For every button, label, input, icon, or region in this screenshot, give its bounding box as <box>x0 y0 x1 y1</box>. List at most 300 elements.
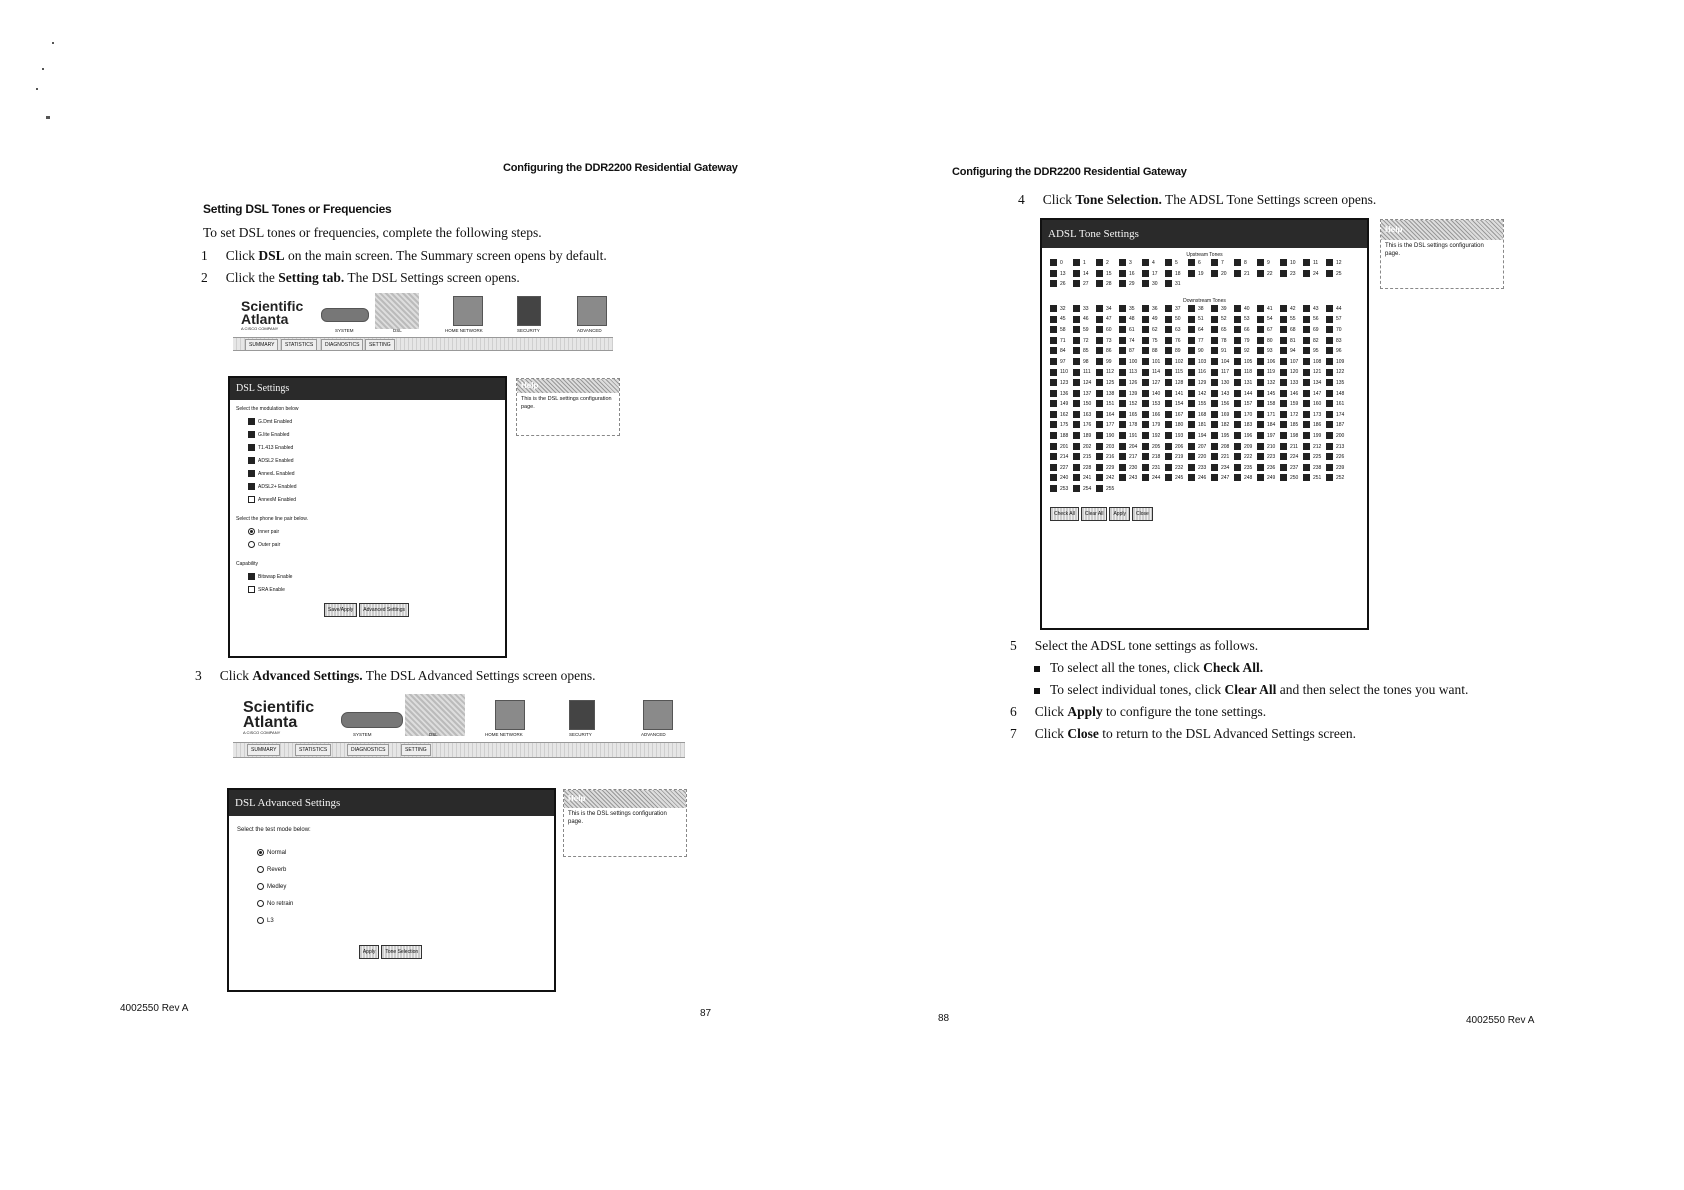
tone-checkbox-129[interactable]: 129 <box>1188 378 1211 389</box>
tone-checkbox-182[interactable]: 182 <box>1211 420 1234 431</box>
tone-checkbox-37[interactable]: 37 <box>1165 304 1188 315</box>
tone-checkbox-254[interactable]: 254 <box>1073 484 1096 495</box>
tone-checkbox-106[interactable]: 106 <box>1257 357 1280 368</box>
tone-checkbox-154[interactable]: 154 <box>1165 399 1188 410</box>
tone-checkbox-11[interactable]: 11 <box>1303 258 1326 269</box>
apply-button[interactable]: Apply <box>359 945 380 959</box>
check-all-button[interactable]: Check All <box>1050 507 1079 521</box>
tone-checkbox-44[interactable]: 44 <box>1326 304 1349 315</box>
tone-checkbox-120[interactable]: 120 <box>1280 367 1303 378</box>
tone-checkbox-29[interactable]: 29 <box>1119 279 1142 290</box>
bitswap-checkbox[interactable]: Bitswap Enable <box>248 571 499 584</box>
tone-checkbox-186[interactable]: 186 <box>1303 420 1326 431</box>
tone-checkbox-43[interactable]: 43 <box>1303 304 1326 315</box>
tone-checkbox-52[interactable]: 52 <box>1211 314 1234 325</box>
tone-checkbox-5[interactable]: 5 <box>1165 258 1188 269</box>
tone-checkbox-173[interactable]: 173 <box>1303 410 1326 421</box>
tone-checkbox-14[interactable]: 14 <box>1073 269 1096 280</box>
tone-checkbox-123[interactable]: 123 <box>1050 378 1073 389</box>
tone-checkbox-35[interactable]: 35 <box>1119 304 1142 315</box>
checkbox-icon <box>1280 347 1287 354</box>
tone-checkbox-204[interactable]: 204 <box>1119 442 1142 453</box>
tone-checkbox-95[interactable]: 95 <box>1303 346 1326 357</box>
tone-checkbox-18[interactable]: 18 <box>1165 269 1188 280</box>
tone-checkbox-218[interactable]: 218 <box>1142 452 1165 463</box>
radio-normal[interactable]: Normal <box>257 845 546 862</box>
tone-checkbox-195[interactable]: 195 <box>1211 431 1234 442</box>
tone-checkbox-53[interactable]: 53 <box>1234 314 1257 325</box>
tone-checkbox-107[interactable]: 107 <box>1280 357 1303 368</box>
tone-checkbox-210[interactable]: 210 <box>1257 442 1280 453</box>
tone-checkbox-181[interactable]: 181 <box>1188 420 1211 431</box>
tone-checkbox-149[interactable]: 149 <box>1050 399 1073 410</box>
tone-checkbox-79[interactable]: 79 <box>1234 336 1257 347</box>
tone-checkbox-68[interactable]: 68 <box>1280 325 1303 336</box>
tab-diagnostics[interactable]: DIAGNOSTICS <box>321 339 363 351</box>
tone-checkbox-175[interactable]: 175 <box>1050 420 1073 431</box>
tone-checkbox-78[interactable]: 78 <box>1211 336 1234 347</box>
tone-checkbox-205[interactable]: 205 <box>1142 442 1165 453</box>
tone-checkbox-49[interactable]: 49 <box>1142 314 1165 325</box>
tone-checkbox-82[interactable]: 82 <box>1303 336 1326 347</box>
tone-checkbox-128[interactable]: 128 <box>1165 378 1188 389</box>
tone-checkbox-28[interactable]: 28 <box>1096 279 1119 290</box>
radio-reverb[interactable]: Reverb <box>257 862 546 879</box>
tone-checkbox-233[interactable]: 233 <box>1188 463 1211 474</box>
tone-checkbox-75[interactable]: 75 <box>1142 336 1165 347</box>
tone-checkbox-9[interactable]: 9 <box>1257 258 1280 269</box>
tone-checkbox-184[interactable]: 184 <box>1257 420 1280 431</box>
security-icon[interactable] <box>569 700 595 730</box>
tone-checkbox-247[interactable]: 247 <box>1211 473 1234 484</box>
tone-checkbox-250[interactable]: 250 <box>1280 473 1303 484</box>
tone-checkbox-192[interactable]: 192 <box>1142 431 1165 442</box>
tone-checkbox-13[interactable]: 13 <box>1050 269 1073 280</box>
apply-button[interactable]: Apply <box>1109 507 1130 521</box>
tone-checkbox-161[interactable]: 161 <box>1326 399 1349 410</box>
close-button[interactable]: Close <box>1132 507 1153 521</box>
system-icon[interactable] <box>341 712 403 728</box>
tone-checkbox-201[interactable]: 201 <box>1050 442 1073 453</box>
tone-checkbox-56[interactable]: 56 <box>1303 314 1326 325</box>
tone-checkbox-32[interactable]: 32 <box>1050 304 1073 315</box>
modulation-gdmt[interactable]: G.Dmt Enabled <box>248 416 499 429</box>
tone-checkbox-105[interactable]: 105 <box>1234 357 1257 368</box>
tone-checkbox-25[interactable]: 25 <box>1326 269 1349 280</box>
tone-checkbox-57[interactable]: 57 <box>1326 314 1349 325</box>
tone-checkbox-159[interactable]: 159 <box>1280 399 1303 410</box>
modulation-annexm[interactable]: AnnexM Enabled <box>248 494 499 507</box>
tone-checkbox-227[interactable]: 227 <box>1050 463 1073 474</box>
tone-checkbox-150[interactable]: 150 <box>1073 399 1096 410</box>
tone-checkbox-100[interactable]: 100 <box>1119 357 1142 368</box>
tone-checkbox-71[interactable]: 71 <box>1050 336 1073 347</box>
tone-checkbox-72[interactable]: 72 <box>1073 336 1096 347</box>
tone-checkbox-169[interactable]: 169 <box>1211 410 1234 421</box>
tone-checkbox-113[interactable]: 113 <box>1119 367 1142 378</box>
tone-checkbox-219[interactable]: 219 <box>1165 452 1188 463</box>
tone-checkbox-248[interactable]: 248 <box>1234 473 1257 484</box>
advanced-icon[interactable] <box>643 700 673 730</box>
tab-diagnostics[interactable]: DIAGNOSTICS <box>347 744 389 756</box>
tone-checkbox-39[interactable]: 39 <box>1211 304 1234 315</box>
tone-checkbox-211[interactable]: 211 <box>1280 442 1303 453</box>
tone-checkbox-194[interactable]: 194 <box>1188 431 1211 442</box>
tone-checkbox-183[interactable]: 183 <box>1234 420 1257 431</box>
tone-checkbox-216[interactable]: 216 <box>1096 452 1119 463</box>
modulation-adsl2[interactable]: ADSL2 Enabled <box>248 455 499 468</box>
tone-checkbox-132[interactable]: 132 <box>1257 378 1280 389</box>
tone-checkbox-62[interactable]: 62 <box>1142 325 1165 336</box>
tone-checkbox-54[interactable]: 54 <box>1257 314 1280 325</box>
tone-checkbox-63[interactable]: 63 <box>1165 325 1188 336</box>
tone-checkbox-93[interactable]: 93 <box>1257 346 1280 357</box>
tone-checkbox-118[interactable]: 118 <box>1234 367 1257 378</box>
tone-checkbox-125[interactable]: 125 <box>1096 378 1119 389</box>
tone-checkbox-188[interactable]: 188 <box>1050 431 1073 442</box>
tone-checkbox-221[interactable]: 221 <box>1211 452 1234 463</box>
tone-checkbox-51[interactable]: 51 <box>1188 314 1211 325</box>
clear-all-button[interactable]: Clear All <box>1081 507 1108 521</box>
radio-outer-pair[interactable]: Outer pair <box>248 539 499 552</box>
tone-checkbox-4[interactable]: 4 <box>1142 258 1165 269</box>
tone-checkbox-220[interactable]: 220 <box>1188 452 1211 463</box>
tone-checkbox-55[interactable]: 55 <box>1280 314 1303 325</box>
tone-checkbox-26[interactable]: 26 <box>1050 279 1073 290</box>
tab-statistics[interactable]: STATISTICS <box>281 339 317 351</box>
tone-checkbox-30[interactable]: 30 <box>1142 279 1165 290</box>
tone-checkbox-23[interactable]: 23 <box>1280 269 1303 280</box>
tone-checkbox-1[interactable]: 1 <box>1073 258 1096 269</box>
tone-checkbox-144[interactable]: 144 <box>1234 389 1257 400</box>
tone-checkbox-167[interactable]: 167 <box>1165 410 1188 421</box>
tone-checkbox-90[interactable]: 90 <box>1188 346 1211 357</box>
tone-checkbox-17[interactable]: 17 <box>1142 269 1165 280</box>
tone-checkbox-33[interactable]: 33 <box>1073 304 1096 315</box>
tone-checkbox-86[interactable]: 86 <box>1096 346 1119 357</box>
home-network-icon[interactable] <box>453 296 483 326</box>
tone-checkbox-94[interactable]: 94 <box>1280 346 1303 357</box>
tone-checkbox-163[interactable]: 163 <box>1073 410 1096 421</box>
tone-checkbox-176[interactable]: 176 <box>1073 420 1096 431</box>
tone-checkbox-168[interactable]: 168 <box>1188 410 1211 421</box>
modulation-annexl[interactable]: AnnexL Enabled <box>248 468 499 481</box>
tone-checkbox-73[interactable]: 73 <box>1096 336 1119 347</box>
tone-checkbox-156[interactable]: 156 <box>1211 399 1234 410</box>
tone-checkbox-45[interactable]: 45 <box>1050 314 1073 325</box>
tone-checkbox-155[interactable]: 155 <box>1188 399 1211 410</box>
tone-checkbox-232[interactable]: 232 <box>1165 463 1188 474</box>
tone-checkbox-2[interactable]: 2 <box>1096 258 1119 269</box>
tone-checkbox-104[interactable]: 104 <box>1211 357 1234 368</box>
tone-checkbox-77[interactable]: 77 <box>1188 336 1211 347</box>
tone-checkbox-199[interactable]: 199 <box>1303 431 1326 442</box>
tone-checkbox-109[interactable]: 109 <box>1326 357 1349 368</box>
tone-checkbox-137[interactable]: 137 <box>1073 389 1096 400</box>
tone-checkbox-115[interactable]: 115 <box>1165 367 1188 378</box>
tone-checkbox-231[interactable]: 231 <box>1142 463 1165 474</box>
tone-checkbox-110[interactable]: 110 <box>1050 367 1073 378</box>
tone-checkbox-151[interactable]: 151 <box>1096 399 1119 410</box>
modulation-t1413[interactable]: T1.413 Enabled <box>248 442 499 455</box>
tone-checkbox-46[interactable]: 46 <box>1073 314 1096 325</box>
advanced-icon[interactable] <box>577 296 607 326</box>
modulation-adsl2plus[interactable]: ADSL2+ Enabled <box>248 481 499 494</box>
tab-setting[interactable]: SETTING <box>365 339 395 351</box>
tone-checkbox-88[interactable]: 88 <box>1142 346 1165 357</box>
tone-checkbox-213[interactable]: 213 <box>1326 442 1349 453</box>
tone-checkbox-238[interactable]: 238 <box>1303 463 1326 474</box>
tone-checkbox-244[interactable]: 244 <box>1142 473 1165 484</box>
tone-checkbox-200[interactable]: 200 <box>1326 431 1349 442</box>
tone-checkbox-130[interactable]: 130 <box>1211 378 1234 389</box>
tone-checkbox-202[interactable]: 202 <box>1073 442 1096 453</box>
tone-checkbox-70[interactable]: 70 <box>1326 325 1349 336</box>
modulation-glite[interactable]: G.lite Enabled <box>248 429 499 442</box>
tone-checkbox-80[interactable]: 80 <box>1257 336 1280 347</box>
tone-checkbox-117[interactable]: 117 <box>1211 367 1234 378</box>
radio-no-retrain[interactable]: No retrain <box>257 896 546 913</box>
tone-checkbox-103[interactable]: 103 <box>1188 357 1211 368</box>
tone-checkbox-174[interactable]: 174 <box>1326 410 1349 421</box>
tone-checkbox-0[interactable]: 0 <box>1050 258 1073 269</box>
tone-checkbox-83[interactable]: 83 <box>1326 336 1349 347</box>
tab-statistics[interactable]: STATISTICS <box>295 744 331 756</box>
tone-checkbox-214[interactable]: 214 <box>1050 452 1073 463</box>
tone-checkbox-81[interactable]: 81 <box>1280 336 1303 347</box>
tone-checkbox-111[interactable]: 111 <box>1073 367 1096 378</box>
tone-checkbox-108[interactable]: 108 <box>1303 357 1326 368</box>
save-apply-button[interactable]: Save/Apply <box>324 603 357 617</box>
tone-checkbox-31[interactable]: 31 <box>1165 279 1188 290</box>
radio-inner-pair[interactable]: Inner pair <box>248 526 499 539</box>
tone-checkbox-222[interactable]: 222 <box>1234 452 1257 463</box>
tone-checkbox-99[interactable]: 99 <box>1096 357 1119 368</box>
system-icon[interactable] <box>321 308 369 322</box>
tone-checkbox-8[interactable]: 8 <box>1234 258 1257 269</box>
tone-checkbox-165[interactable]: 165 <box>1119 410 1142 421</box>
tone-checkbox-223[interactable]: 223 <box>1257 452 1280 463</box>
tone-checkbox-241[interactable]: 241 <box>1073 473 1096 484</box>
tone-checkbox-10[interactable]: 10 <box>1280 258 1303 269</box>
tone-checkbox-124[interactable]: 124 <box>1073 378 1096 389</box>
tone-checkbox-122[interactable]: 122 <box>1326 367 1349 378</box>
sra-checkbox[interactable]: SRA Enable <box>248 584 499 597</box>
tone-checkbox-85[interactable]: 85 <box>1073 346 1096 357</box>
tone-checkbox-146[interactable]: 146 <box>1280 389 1303 400</box>
tone-checkbox-139[interactable]: 139 <box>1119 389 1142 400</box>
tone-checkbox-24[interactable]: 24 <box>1303 269 1326 280</box>
tone-checkbox-59[interactable]: 59 <box>1073 325 1096 336</box>
tone-checkbox-172[interactable]: 172 <box>1280 410 1303 421</box>
tone-checkbox-89[interactable]: 89 <box>1165 346 1188 357</box>
tone-checkbox-66[interactable]: 66 <box>1234 325 1257 336</box>
tone-checkbox-131[interactable]: 131 <box>1234 378 1257 389</box>
tone-checkbox-102[interactable]: 102 <box>1165 357 1188 368</box>
tone-checkbox-249[interactable]: 249 <box>1257 473 1280 484</box>
tone-checkbox-119[interactable]: 119 <box>1257 367 1280 378</box>
tone-checkbox-197[interactable]: 197 <box>1257 431 1280 442</box>
tone-checkbox-229[interactable]: 229 <box>1096 463 1119 474</box>
tone-checkbox-228[interactable]: 228 <box>1073 463 1096 474</box>
tone-checkbox-126[interactable]: 126 <box>1119 378 1142 389</box>
tone-checkbox-67[interactable]: 67 <box>1257 325 1280 336</box>
tone-checkbox-208[interactable]: 208 <box>1211 442 1234 453</box>
tone-checkbox-191[interactable]: 191 <box>1119 431 1142 442</box>
tone-checkbox-22[interactable]: 22 <box>1257 269 1280 280</box>
tone-checkbox-38[interactable]: 38 <box>1188 304 1211 315</box>
tone-checkbox-164[interactable]: 164 <box>1096 410 1119 421</box>
tone-checkbox-65[interactable]: 65 <box>1211 325 1234 336</box>
tone-checkbox-148[interactable]: 148 <box>1326 389 1349 400</box>
tone-checkbox-225[interactable]: 225 <box>1303 452 1326 463</box>
tone-checkbox-20[interactable]: 20 <box>1211 269 1234 280</box>
tone-checkbox-170[interactable]: 170 <box>1234 410 1257 421</box>
tone-checkbox-15[interactable]: 15 <box>1096 269 1119 280</box>
tone-checkbox-193[interactable]: 193 <box>1165 431 1188 442</box>
tone-checkbox-190[interactable]: 190 <box>1096 431 1119 442</box>
tone-checkbox-58[interactable]: 58 <box>1050 325 1073 336</box>
tone-checkbox-177[interactable]: 177 <box>1096 420 1119 431</box>
tone-checkbox-16[interactable]: 16 <box>1119 269 1142 280</box>
tone-checkbox-253[interactable]: 253 <box>1050 484 1073 495</box>
tone-checkbox-212[interactable]: 212 <box>1303 442 1326 453</box>
tone-checkbox-138[interactable]: 138 <box>1096 389 1119 400</box>
tone-checkbox-64[interactable]: 64 <box>1188 325 1211 336</box>
tone-checkbox-206[interactable]: 206 <box>1165 442 1188 453</box>
tone-checkbox-92[interactable]: 92 <box>1234 346 1257 357</box>
tone-checkbox-224[interactable]: 224 <box>1280 452 1303 463</box>
tone-checkbox-251[interactable]: 251 <box>1303 473 1326 484</box>
checkbox-icon <box>1050 326 1057 333</box>
tone-checkbox-7[interactable]: 7 <box>1211 258 1234 269</box>
tone-checkbox-217[interactable]: 217 <box>1119 452 1142 463</box>
tone-checkbox-27[interactable]: 27 <box>1073 279 1096 290</box>
tone-checkbox-84[interactable]: 84 <box>1050 346 1073 357</box>
tone-checkbox-152[interactable]: 152 <box>1119 399 1142 410</box>
tone-selection-button[interactable]: Tone Selection <box>381 945 422 959</box>
tone-checkbox-245[interactable]: 245 <box>1165 473 1188 484</box>
tone-checkbox-140[interactable]: 140 <box>1142 389 1165 400</box>
tone-checkbox-91[interactable]: 91 <box>1211 346 1234 357</box>
tone-checkbox-226[interactable]: 226 <box>1326 452 1349 463</box>
tone-checkbox-215[interactable]: 215 <box>1073 452 1096 463</box>
tone-checkbox-12[interactable]: 12 <box>1326 258 1349 269</box>
tone-checkbox-135[interactable]: 135 <box>1326 378 1349 389</box>
tone-checkbox-252[interactable]: 252 <box>1326 473 1349 484</box>
radio-l3[interactable]: L3 <box>257 913 546 930</box>
tone-checkbox-160[interactable]: 160 <box>1303 399 1326 410</box>
tone-checkbox-235[interactable]: 235 <box>1234 463 1257 474</box>
tone-checkbox-162[interactable]: 162 <box>1050 410 1073 421</box>
tab-setting[interactable]: SETTING <box>401 744 431 756</box>
dsl-icon[interactable] <box>375 293 419 329</box>
tone-checkbox-6[interactable]: 6 <box>1188 258 1211 269</box>
tone-checkbox-61[interactable]: 61 <box>1119 325 1142 336</box>
tone-checkbox-133[interactable]: 133 <box>1280 378 1303 389</box>
tone-checkbox-145[interactable]: 145 <box>1257 389 1280 400</box>
tone-checkbox-121[interactable]: 121 <box>1303 367 1326 378</box>
tone-checkbox-158[interactable]: 158 <box>1257 399 1280 410</box>
tone-checkbox-242[interactable]: 242 <box>1096 473 1119 484</box>
tone-checkbox-34[interactable]: 34 <box>1096 304 1119 315</box>
tone-checkbox-237[interactable]: 237 <box>1280 463 1303 474</box>
radio-medley[interactable]: Medley <box>257 879 546 896</box>
tone-checkbox-209[interactable]: 209 <box>1234 442 1257 453</box>
tone-checkbox-189[interactable]: 189 <box>1073 431 1096 442</box>
tone-checkbox-36[interactable]: 36 <box>1142 304 1165 315</box>
tone-checkbox-101[interactable]: 101 <box>1142 357 1165 368</box>
tone-checkbox-143[interactable]: 143 <box>1211 389 1234 400</box>
tone-checkbox-3[interactable]: 3 <box>1119 258 1142 269</box>
tone-checkbox-136[interactable]: 136 <box>1050 389 1073 400</box>
tone-checkbox-50[interactable]: 50 <box>1165 314 1188 325</box>
tone-checkbox-230[interactable]: 230 <box>1119 463 1142 474</box>
home-network-icon[interactable] <box>495 700 525 730</box>
tone-checkbox-203[interactable]: 203 <box>1096 442 1119 453</box>
tone-checkbox-236[interactable]: 236 <box>1257 463 1280 474</box>
tone-checkbox-240[interactable]: 240 <box>1050 473 1073 484</box>
tone-checkbox-185[interactable]: 185 <box>1280 420 1303 431</box>
tone-checkbox-112[interactable]: 112 <box>1096 367 1119 378</box>
tone-checkbox-179[interactable]: 179 <box>1142 420 1165 431</box>
tone-checkbox-166[interactable]: 166 <box>1142 410 1165 421</box>
tone-checkbox-196[interactable]: 196 <box>1234 431 1257 442</box>
tone-checkbox-60[interactable]: 60 <box>1096 325 1119 336</box>
tone-checkbox-21[interactable]: 21 <box>1234 269 1257 280</box>
tone-checkbox-198[interactable]: 198 <box>1280 431 1303 442</box>
tone-checkbox-40[interactable]: 40 <box>1234 304 1257 315</box>
tone-checkbox-178[interactable]: 178 <box>1119 420 1142 431</box>
tone-checkbox-19[interactable]: 19 <box>1188 269 1211 280</box>
tone-checkbox-246[interactable]: 246 <box>1188 473 1211 484</box>
tone-checkbox-142[interactable]: 142 <box>1188 389 1211 400</box>
tone-checkbox-243[interactable]: 243 <box>1119 473 1142 484</box>
tone-checkbox-76[interactable]: 76 <box>1165 336 1188 347</box>
tone-checkbox-127[interactable]: 127 <box>1142 378 1165 389</box>
tone-checkbox-234[interactable]: 234 <box>1211 463 1234 474</box>
tone-checkbox-74[interactable]: 74 <box>1119 336 1142 347</box>
security-icon[interactable] <box>517 296 541 326</box>
tone-checkbox-153[interactable]: 153 <box>1142 399 1165 410</box>
tone-checkbox-48[interactable]: 48 <box>1119 314 1142 325</box>
advanced-settings-button[interactable]: Advanced Settings <box>359 603 409 617</box>
tone-checkbox-41[interactable]: 41 <box>1257 304 1280 315</box>
tone-checkbox-69[interactable]: 69 <box>1303 325 1326 336</box>
tone-checkbox-96[interactable]: 96 <box>1326 346 1349 357</box>
tone-checkbox-147[interactable]: 147 <box>1303 389 1326 400</box>
tone-checkbox-116[interactable]: 116 <box>1188 367 1211 378</box>
tab-summary[interactable]: SUMMARY <box>245 339 278 351</box>
tone-checkbox-171[interactable]: 171 <box>1257 410 1280 421</box>
tone-checkbox-98[interactable]: 98 <box>1073 357 1096 368</box>
tone-checkbox-42[interactable]: 42 <box>1280 304 1303 315</box>
tone-checkbox-180[interactable]: 180 <box>1165 420 1188 431</box>
tone-checkbox-157[interactable]: 157 <box>1234 399 1257 410</box>
tone-checkbox-141[interactable]: 141 <box>1165 389 1188 400</box>
tone-checkbox-187[interactable]: 187 <box>1326 420 1349 431</box>
dsl-icon[interactable] <box>405 694 465 736</box>
tone-checkbox-97[interactable]: 97 <box>1050 357 1073 368</box>
tab-summary[interactable]: SUMMARY <box>247 744 280 756</box>
tone-checkbox-255[interactable]: 255 <box>1096 484 1119 495</box>
tone-checkbox-134[interactable]: 134 <box>1303 378 1326 389</box>
tone-checkbox-239[interactable]: 239 <box>1326 463 1349 474</box>
tone-checkbox-87[interactable]: 87 <box>1119 346 1142 357</box>
tone-checkbox-207[interactable]: 207 <box>1188 442 1211 453</box>
tone-checkbox-47[interactable]: 47 <box>1096 314 1119 325</box>
tone-checkbox-114[interactable]: 114 <box>1142 367 1165 378</box>
